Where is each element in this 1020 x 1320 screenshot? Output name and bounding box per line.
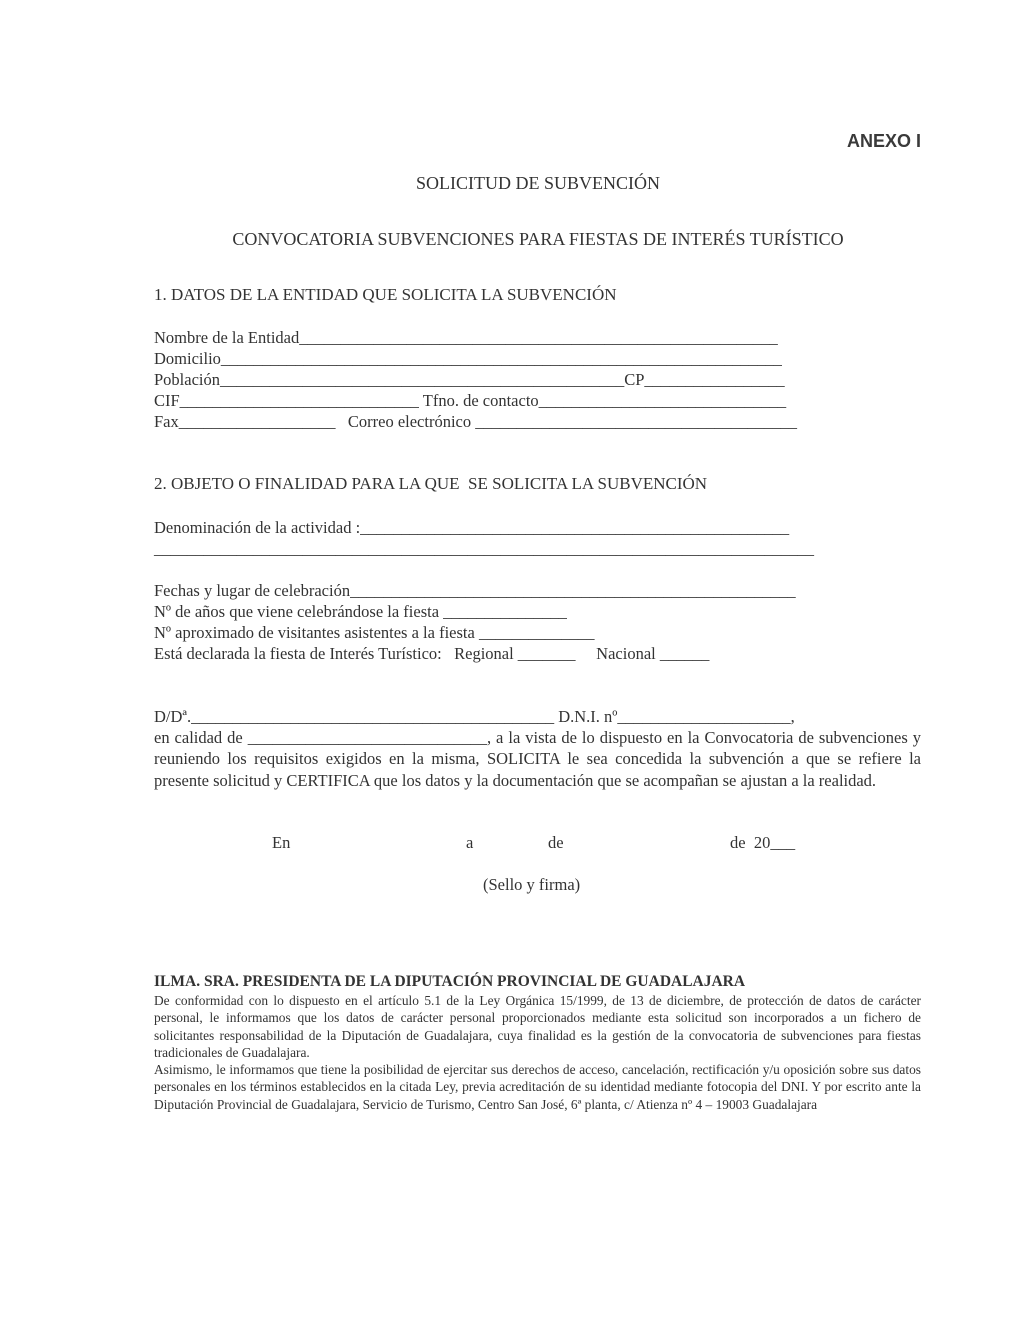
place-date-year: de 20___ xyxy=(730,833,796,852)
legal-paragraph-1: De conformidad con lo dispuesto en el artículo 5.1 de la Ley Orgánica 15/1999, de 13 de diciembre, de protección de datos de carácter personal, le informamos que los datos de carácter personal proporcionados mediante esta solicitud son incorporados a un fichero de solicitantes responsabilidad de la Diputación de Guadalajara, cuya finalidad es la gestión de la convocatoria de subvenciones para fiestas tradicionales de Guadalajara. xyxy=(154,993,921,1060)
recipient-heading: ILMA. SRA. PRESIDENTA DE LA DIPUTACIÓN PROVINCIAL DE GUADALAJARA xyxy=(154,973,746,990)
declaration-paragraph: en calidad de _____________________________, a la vista de lo dispuesto en la Convocatoria de subvenciones y reuniendo los requisitos exigidos en la misma, SOLICITA le sea concedida la subvención a que se refiere la presente solicitud y CERTIFICA que los datos y la documentación que se acompañan se ajustan a la realidad. xyxy=(154,728,921,790)
field-activity-name: Denominación de la actividad :____________________________________________________ xyxy=(154,518,790,537)
place-date-en: En xyxy=(272,833,291,852)
field-years-celebrated: Nº de años que viene celebrándose la fiesta _______________ xyxy=(154,602,567,621)
field-entity-name: Nombre de la Entidad__________________________________________________________ xyxy=(154,328,778,347)
field-town-postcode: Población_________________________________________________CP_________________ xyxy=(154,370,785,389)
section-2-heading: 2. OBJETO O FINALIDAD PARA LA QUE SE SOLICITA LA SUBVENCIÓN xyxy=(154,474,708,493)
legal-notice xyxy=(154,992,921,1113)
place-date-a: a xyxy=(466,833,474,852)
field-fax-email: Fax___________________ Correo electrónico _______________________________________ xyxy=(154,412,797,431)
legal-paragraph-2: Asimismo, le informamos que tiene la posibilidad de ejercitar sus derechos de acceso, cancelación, rectificación y/u oposición sobre sus datos personales en los términos establecidos en la citada Ley, previa acreditación de su identidad mediante fotocopia del DNI. Y por escrito ante la Diputación Provincial de Guadalajara, Servicio de Turismo, Centro San José, 6ª planta, c/ Atienza nº 4 – 19003 Guadalajara xyxy=(154,1062,921,1112)
document-subtitle: CONVOCATORIA SUBVENCIONES PARA FIESTAS DE INTERÉS TURÍSTICO xyxy=(232,229,844,249)
field-visitors: Nº aproximado de visitantes asistentes a la fiesta ______________ xyxy=(154,623,595,642)
field-tourist-interest: Está declarada la fiesta de Interés Turístico: Regional _______ Nacional ______ xyxy=(154,644,710,663)
field-dates-place: Fechas y lugar de celebración______________________________________________________ xyxy=(154,581,796,600)
field-activity-name-continued: ________________________________________________________________________________ xyxy=(154,539,814,558)
annex-label: ANEXO I xyxy=(846,131,921,151)
field-cif-phone: CIF_____________________________ Tfno. de contacto______________________________ xyxy=(154,391,787,410)
document-title: SOLICITUD DE SUBVENCIÓN xyxy=(416,173,660,193)
field-applicant-dni: D/Dª.____________________________________________ D.N.I. nº_____________________, xyxy=(154,707,795,726)
place-date-de: de xyxy=(548,833,564,852)
field-address: Domicilio____________________________________________________________________ xyxy=(154,349,782,368)
section-1-heading: 1. DATOS DE LA ENTIDAD QUE SOLICITA LA SUBVENCIÓN xyxy=(154,285,617,304)
stamp-signature-label: (Sello y firma) xyxy=(483,875,581,894)
